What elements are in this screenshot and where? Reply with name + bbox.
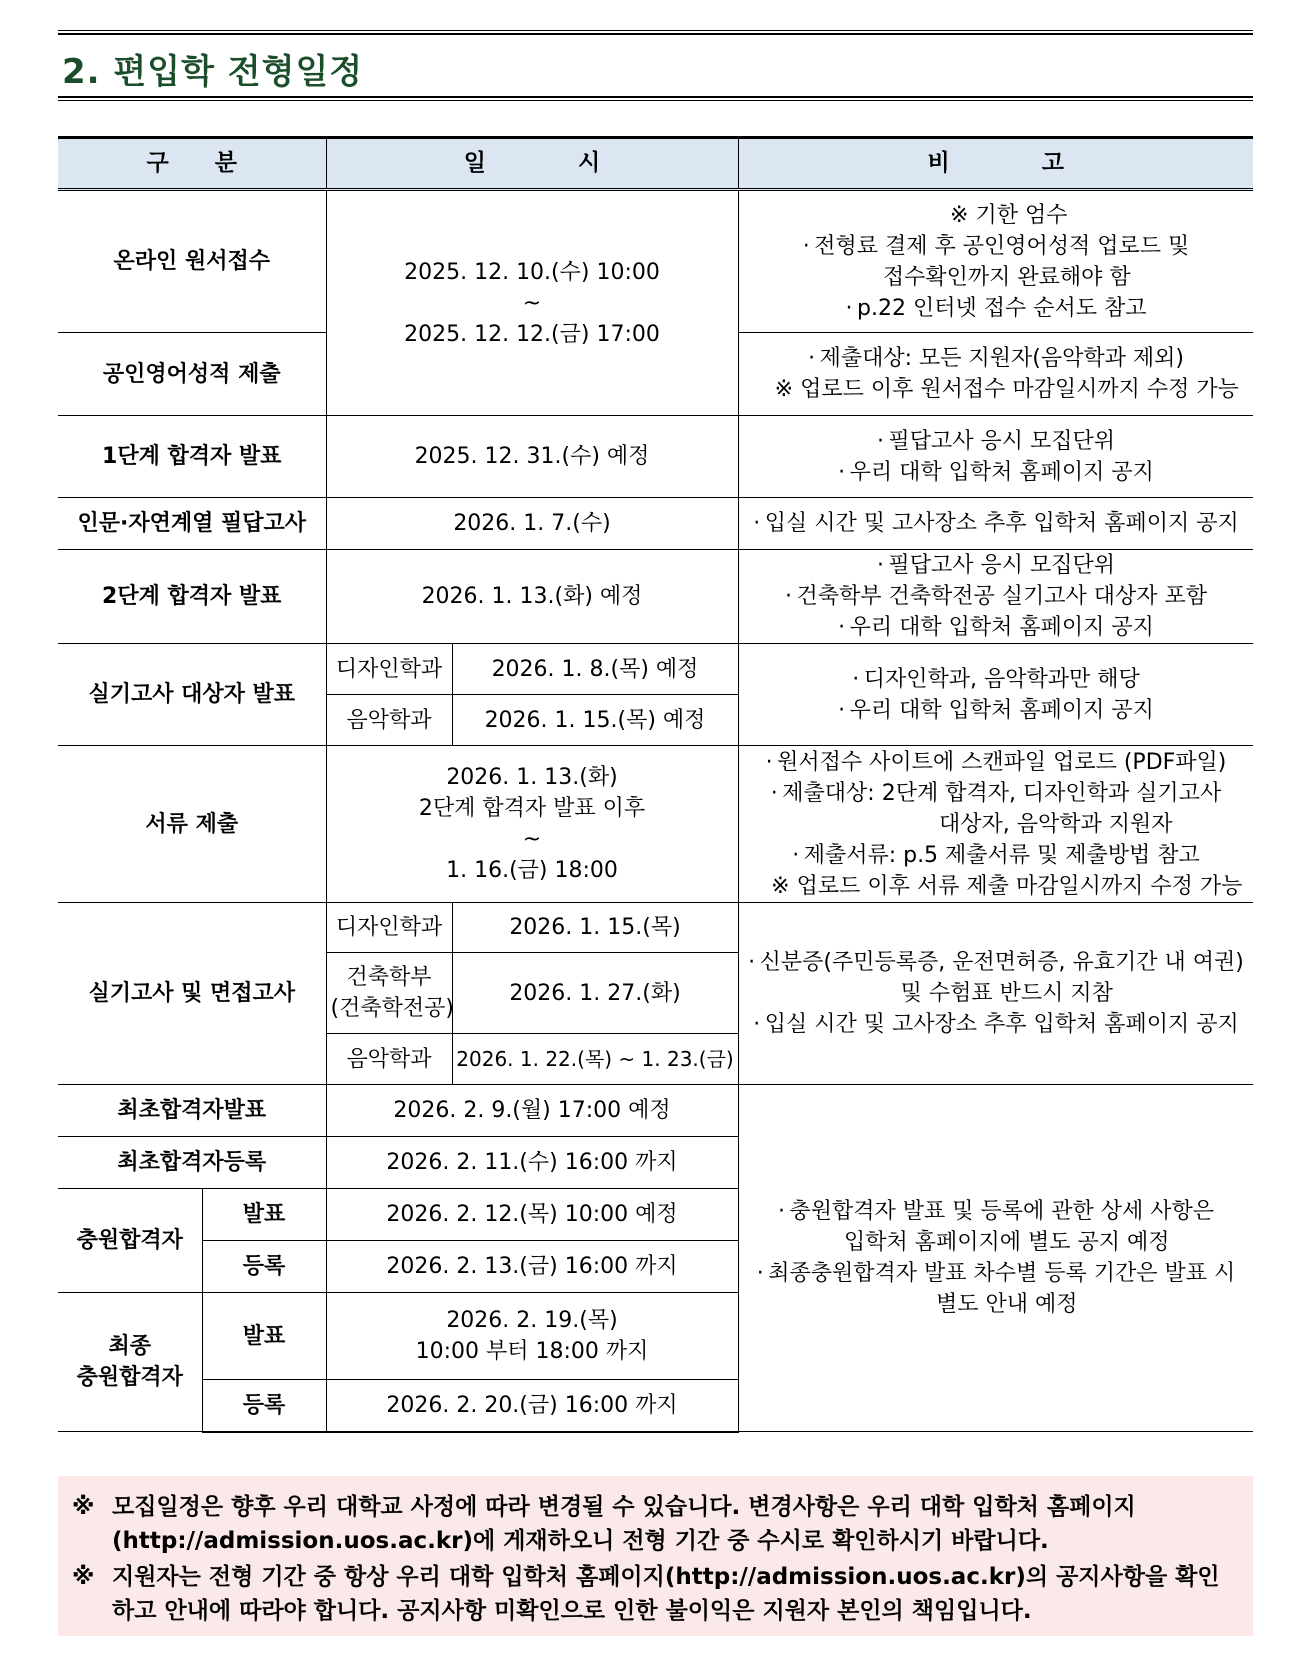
table-row <box>58 416 1253 498</box>
dept-line: (건축학전공) <box>330 996 454 1021</box>
date-additional-register: 2026. 2. 13.(금) 16:00 까지 <box>326 1241 738 1293</box>
row-label-online-apply: 온라인 원서접수 <box>58 190 326 333</box>
date-architecture-exam: 2026. 1. 27.(화) <box>452 953 738 1034</box>
notice-paragraph <box>72 1490 1233 1558</box>
table-row <box>58 1085 1253 1137</box>
date-line: 10:00 부터 18:00 까지 <box>415 1339 649 1364</box>
sub-label-register: 등록 <box>202 1380 326 1432</box>
note-line: 별도 안내 예정 <box>936 1292 1078 1317</box>
title-rule-top-thin <box>58 30 1253 31</box>
date-final-register: 2026. 2. 20.(금) 16:00 까지 <box>326 1380 738 1432</box>
note-line: 대상자, 음악학과 지원자 <box>938 811 1173 837</box>
date-design-exam: 2026. 1. 15.(목) <box>452 903 738 953</box>
note-line: · 우리 대학 입학처 홈페이지 공지 <box>743 457 1250 488</box>
date-documents <box>326 746 738 903</box>
date-end: 2025. 12. 12.(금) 17:00 <box>404 321 660 347</box>
row-label-practical-interview: 실기고사 및 면접고사 <box>58 903 326 1085</box>
table-row <box>58 190 1253 333</box>
notice-paragraph <box>72 1560 1233 1628</box>
notice-text-2: 지원자는 전형 기간 중 항상 우리 대학 입학처 홈페이지(http://admission.uos.ac.kr)의 공지사항을 확인하고 안내에 따라야 합니다. 공지사항 미확인으로 인한 불이익은 지원자 본인의 책임입니다. <box>112 1564 1220 1624</box>
table-row <box>58 644 1253 695</box>
row-label-stage1: 1단계 합격자 발표 <box>58 416 326 498</box>
notice-box <box>58 1476 1253 1636</box>
table-header-row <box>58 138 1253 190</box>
note-documents <box>738 746 1253 903</box>
table-row <box>58 746 1253 903</box>
title-rule-bottom-thin <box>58 100 1253 101</box>
schedule-table <box>58 136 1253 1433</box>
note-line: · 충원합격자 발표 및 등록에 관한 상세 사항은 <box>743 1196 1250 1227</box>
dept-music: 음악학과 <box>326 1034 452 1085</box>
header-remarks: 비 고 <box>738 138 1253 190</box>
date-stage2: 2026. 1. 13.(화) 예정 <box>326 550 738 644</box>
note-practical-targets <box>738 644 1253 746</box>
note-additional <box>738 1085 1253 1432</box>
date-final-announce <box>326 1293 738 1380</box>
note-line: · 제출서류: p.5 제출서류 및 제출방법 참고 <box>743 840 1250 871</box>
note-line: · 원서접수 사이트에 스캔파일 업로드 (PDF파일) <box>743 747 1250 778</box>
date-line: ~ <box>522 827 542 852</box>
date-line: 2026. 1. 13.(화) <box>446 765 618 790</box>
date-line: 2단계 합격자 발표 이후 <box>418 796 646 821</box>
dept-line: 건축학부 <box>346 965 432 990</box>
note-line: · 디자인학과, 음악학과만 해당 <box>743 664 1250 695</box>
note-line: · 최종충원합격자 발표 차수별 등록 기간은 발표 시 <box>743 1258 1250 1289</box>
note-line: · 우리 대학 입학처 홈페이지 공지 <box>743 612 1250 643</box>
notice-mark: ※ <box>72 1564 95 1590</box>
note-line: · p.22 인터넷 접수 순서도 참고 <box>743 293 1250 324</box>
date-first-register: 2026. 2. 11.(수) 16:00 까지 <box>326 1137 738 1189</box>
notice-text-1: 모집일정은 향후 우리 대학교 사정에 따라 변경될 수 있습니다. 변경사항은 우리 대학 입학처 홈페이지 (http://admission.uos.ac.kr)에 게재하오니 전형 기간 중 수시로 확인하시기 바랍니다. <box>112 1494 1136 1554</box>
date-written-exam: 2026. 1. 7.(수) <box>326 498 738 550</box>
note-stage1 <box>738 416 1253 498</box>
sub-label-announce: 발표 <box>202 1293 326 1380</box>
date-stage1: 2025. 12. 31.(수) 예정 <box>326 416 738 498</box>
sub-label-announce: 발표 <box>202 1189 326 1241</box>
date-music-target: 2026. 1. 15.(목) 예정 <box>452 695 738 746</box>
row-label-first-announce: 최초합격자발표 <box>58 1085 326 1137</box>
note-line: · 필답고사 응시 모집단위 <box>743 426 1250 457</box>
note-line: · 필답고사 응시 모집단위 <box>743 550 1250 581</box>
note-line: ※ 업로드 이후 서류 제출 마감일시까지 수정 가능 <box>771 873 1243 899</box>
row-label-documents: 서류 제출 <box>58 746 326 903</box>
row-label-additional: 충원합격자 <box>58 1189 202 1293</box>
header-date: 일 시 <box>326 138 738 190</box>
row-label-english: 공인영어성적 제출 <box>58 333 326 416</box>
note-line: · 전형료 결제 후 공인영어성적 업로드 및 <box>743 231 1250 262</box>
date-line: 1. 16.(금) 18:00 <box>446 858 618 883</box>
note-line: · 입실 시간 및 고사장소 추후 입학처 홈페이지 공지 <box>743 508 1250 539</box>
note-line: · 제출대상: 2단계 합격자, 디자인학과 실기고사 <box>743 778 1250 809</box>
note-online-apply <box>738 190 1253 333</box>
note-line: 및 수험표 반드시 지참 <box>900 981 1113 1006</box>
section-title: 2. 편입학 전형일정 <box>62 52 364 92</box>
table-row <box>58 550 1253 644</box>
note-stage2 <box>738 550 1253 644</box>
note-line: ※ 기한 엄수 <box>950 202 1068 228</box>
row-label-written-exam: 인문·자연계열 필답고사 <box>58 498 326 550</box>
header-category: 구 분 <box>58 138 326 190</box>
note-practical-interview <box>738 903 1253 1085</box>
note-english <box>738 333 1253 416</box>
note-line: · 우리 대학 입학처 홈페이지 공지 <box>743 695 1250 726</box>
dept-design: 디자인학과 <box>326 644 452 695</box>
note-line: · 신분증(주민등록증, 운전면허증, 유효기간 내 여권) <box>743 947 1250 978</box>
note-line: 입학처 홈페이지에 별도 공지 예정 <box>843 1230 1170 1255</box>
row-label-stage2: 2단계 합격자 발표 <box>58 550 326 644</box>
note-line: · 제출대상: 모든 지원자(음악학과 제외) <box>743 343 1250 374</box>
note-line: 접수확인까지 완료해야 함 <box>882 264 1131 290</box>
date-design-target: 2026. 1. 8.(목) 예정 <box>452 644 738 695</box>
label-line: 충원합격자 <box>76 1365 183 1390</box>
date-start: 2025. 12. 10.(수) 10:00 <box>404 259 660 285</box>
date-additional-announce: 2026. 2. 12.(목) 10:00 예정 <box>326 1189 738 1241</box>
date-tilde: ~ <box>522 290 542 316</box>
dept-design: 디자인학과 <box>326 903 452 953</box>
note-line: ※ 업로드 이후 원서접수 마감일시까지 수정 가능 <box>774 377 1239 402</box>
date-first-announce: 2026. 2. 9.(월) 17:00 예정 <box>326 1085 738 1137</box>
table-row <box>58 498 1253 550</box>
row-label-practical-targets: 실기고사 대상자 발표 <box>58 644 326 746</box>
dept-music: 음악학과 <box>326 695 452 746</box>
date-line: 2026. 2. 19.(목) <box>446 1308 618 1333</box>
title-rule-top <box>58 33 1253 35</box>
date-online-apply <box>326 190 738 416</box>
label-line: 최종 <box>108 1334 151 1359</box>
row-label-first-register: 최초합격자등록 <box>58 1137 326 1189</box>
dept-architecture <box>326 953 452 1034</box>
sub-label-register: 등록 <box>202 1241 326 1293</box>
table-row <box>58 903 1253 953</box>
note-written-exam <box>738 498 1253 550</box>
notice-mark: ※ <box>72 1494 95 1520</box>
row-label-final-additional <box>58 1293 202 1432</box>
title-rule-bottom <box>58 96 1253 98</box>
date-music-exam: 2026. 1. 22.(목) ~ 1. 23.(금) <box>452 1034 738 1085</box>
note-line: · 건축학부 건축학전공 실기고사 대상자 포함 <box>743 581 1250 612</box>
note-line: · 입실 시간 및 고사장소 추후 입학처 홈페이지 공지 <box>743 1009 1250 1040</box>
